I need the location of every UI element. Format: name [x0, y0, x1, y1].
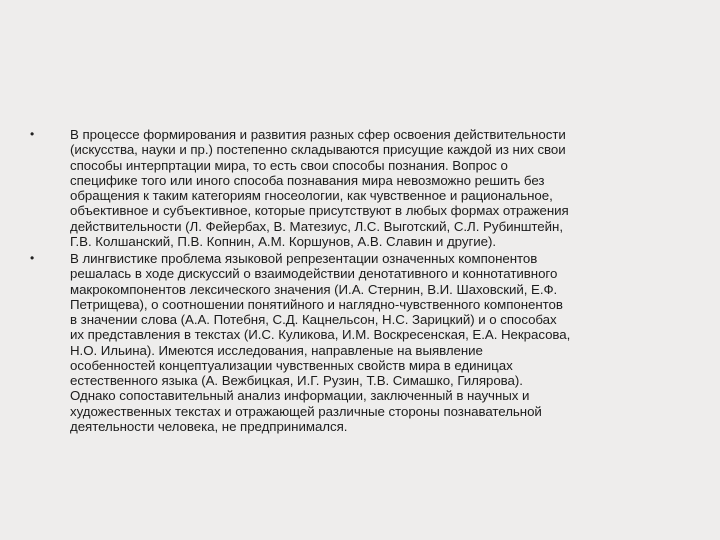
bullet-marker: •	[30, 127, 35, 141]
bullet-list	[26, 127, 686, 436]
bullet-text: В процессе формирования и развития разных сфер освоения действительности (искусства, науки и пр.) постепенно складываются присущие каждой из них свои способы интерпртации мира, то есть свои способы познания. Вопрос о специфике того или иного способа познавания мира невозможно решить без обращения к таким категориям гносеологии, как чувственное и рациональное, объективное и субъективное, которые присутствуют в любых формах отражения действительности (Л. Фейербах, В. Матезиус, Л.С. Выготский, С.Л. Рубинштейн, Г.В. Колшанский, П.В. Копнин, А.М. Коршунов, А.В. Славин и другие).	[70, 127, 569, 249]
bullet-text: В лингвистике проблема языковой репрезентации означенных компонентов решалась в ходе дискуссий о взаимодействии денотативного и коннотативного макрокомпонентов лексического значения (И.А. Стернин, В.И. Шаховский, Е.Ф. Петрищева), о соотношении понятийного и наглядно-чувственного компонентов в значении слова (А.А. Потебня, С.Д. Кацнельсон, Н.С. Зарицкий) и о способах их представления в текстах (И.С. Куликова, И.М. Воскресенская, Е.А. Некрасова, Н.О. Ильина). Имеются исследования, направленые на выявление особенностей концептуализации чувственных свойств мира в единицах естественного языка (А. Вежбицкая, И.Г. Рузин, Т.В. Симашко, Гилярова). Однако сопоставительный анализ информации, заключенный в научных и художественных текстах и отражающей различные стороны познавательной деятельности человека, не предпринимался.	[70, 251, 571, 434]
bullet-item	[26, 127, 686, 249]
bullet-marker: •	[30, 251, 35, 265]
bullet-item	[26, 251, 686, 434]
